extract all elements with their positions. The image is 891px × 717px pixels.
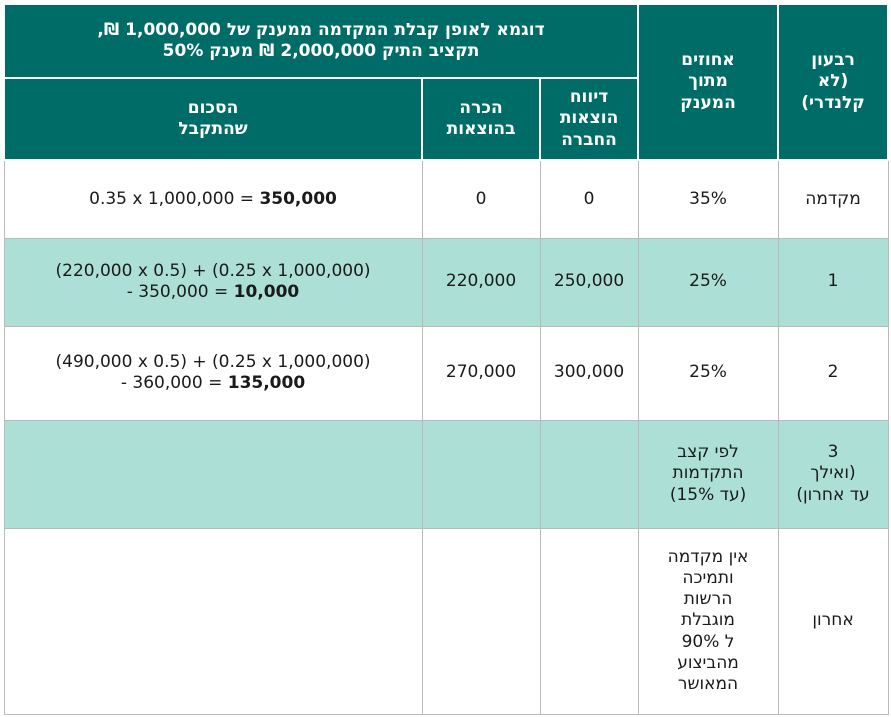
cell-percent: לפי קצב התקדמות (עד 15%) bbox=[638, 420, 778, 528]
cell-amount bbox=[4, 326, 422, 420]
cell-reported bbox=[540, 420, 638, 528]
cell-reported: 250,000 bbox=[540, 238, 638, 326]
header-row-1 bbox=[4, 4, 888, 78]
cell-quarter: 3 (ואילך עד אחרון) bbox=[778, 420, 888, 528]
cell-recognized bbox=[422, 420, 540, 528]
header-reported: דיווח הוצאות החברה bbox=[540, 78, 638, 160]
cell-amount bbox=[4, 160, 422, 238]
table-row bbox=[4, 238, 888, 326]
cell-amount bbox=[4, 420, 422, 528]
cell-percent: 25% bbox=[638, 238, 778, 326]
cell-quarter: מקדמה bbox=[778, 160, 888, 238]
cell-percent: 25% bbox=[638, 326, 778, 420]
cell-recognized: 220,000 bbox=[422, 238, 540, 326]
table-row bbox=[4, 326, 888, 420]
cell-quarter: 1 bbox=[778, 238, 888, 326]
table-row bbox=[4, 420, 888, 528]
amount-formula: (220,000 x 0.5) + (0.25 x 1,000,000) - 350,000 = bbox=[55, 260, 371, 302]
cell-reported: 300,000 bbox=[540, 326, 638, 420]
header-amount: הסכום שהתקבל bbox=[4, 78, 422, 160]
table-row bbox=[4, 528, 888, 714]
header-recognized: הכרה בהוצאות bbox=[422, 78, 540, 160]
cell-amount bbox=[4, 528, 422, 714]
header-percent: אחוזים מתוך המענק bbox=[638, 4, 778, 160]
table-row bbox=[4, 160, 888, 238]
amount-result: 350,000 bbox=[259, 188, 337, 209]
cell-amount bbox=[4, 238, 422, 326]
cell-quarter: אחרון bbox=[778, 528, 888, 714]
cell-quarter: 2 bbox=[778, 326, 888, 420]
grant-advance-table bbox=[3, 3, 889, 715]
cell-percent: אין מקדמה ותמיכה הרשות מוגבלת ל 90% מהביצוע המאושר bbox=[638, 528, 778, 714]
cell-recognized: 0 bbox=[422, 160, 540, 238]
cell-reported bbox=[540, 528, 638, 714]
cell-percent: 35% bbox=[638, 160, 778, 238]
cell-recognized: 270,000 bbox=[422, 326, 540, 420]
amount-formula: 0.35 x 1,000,000 = bbox=[89, 188, 260, 209]
cell-recognized bbox=[422, 528, 540, 714]
cell-reported: 0 bbox=[540, 160, 638, 238]
amount-formula: (490,000 x 0.5) + (0.25 x 1,000,000) - 360,000 = bbox=[55, 351, 371, 393]
amount-result: 10,000 bbox=[233, 282, 300, 302]
header-example-title: דוגמא לאופן קבלת המקדמה ממענק של 1,000,000 ₪, תקציב התיק 2,000,000 ₪ מענק 50% bbox=[4, 4, 638, 78]
amount-result: 135,000 bbox=[227, 373, 306, 393]
header-quarter: רבעון (לא קלנדרי) bbox=[778, 4, 888, 160]
